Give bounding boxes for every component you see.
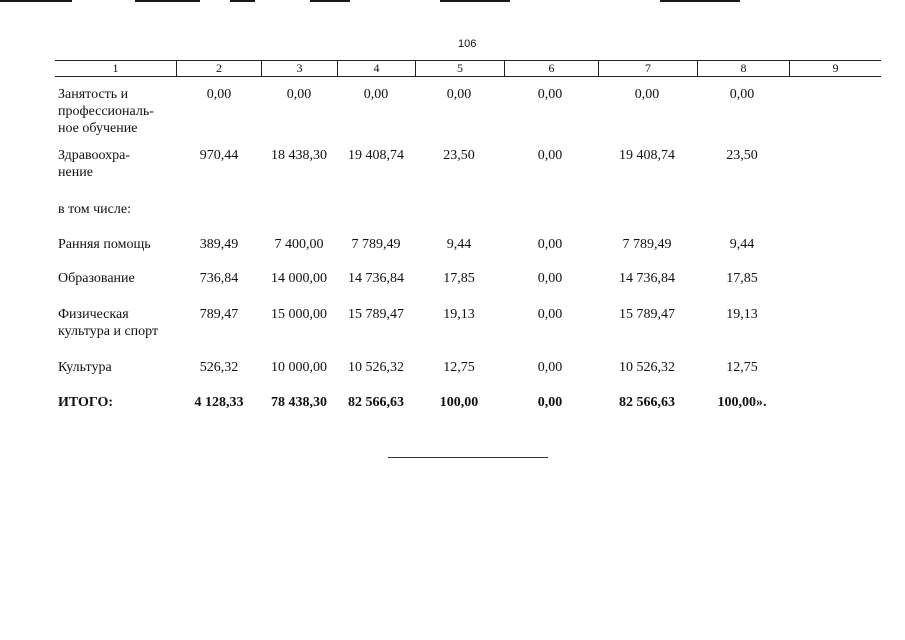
row-label-line: Образование xyxy=(58,271,135,286)
column-number: 8 xyxy=(740,61,747,75)
table-cell: 0,00 xyxy=(363,87,389,102)
table-cell: 19,13 xyxy=(726,307,758,322)
top-edge-mark xyxy=(440,0,510,2)
table-cell: 14 736,84 xyxy=(348,271,404,286)
table-cell: 0,00 xyxy=(537,307,563,322)
table-cell: 0,00 xyxy=(537,271,563,286)
table-cell: 100,00 xyxy=(439,395,479,410)
row-label xyxy=(58,306,158,340)
column-number: 5 xyxy=(457,61,463,75)
column-number: 7 xyxy=(645,61,651,75)
table-cell: 0,00 xyxy=(634,87,660,102)
table-cell: 10 526,32 xyxy=(348,360,404,375)
table-cell: 0,00 xyxy=(286,87,312,102)
table-cell: 7 400,00 xyxy=(274,237,324,252)
column-number: 6 xyxy=(548,61,555,75)
row-label-line: Культура xyxy=(58,360,112,375)
row-label-line: Здравоохра- xyxy=(58,148,131,163)
end-of-table-rule xyxy=(388,457,548,458)
top-edge-mark xyxy=(310,0,350,2)
table-cell: 389,49 xyxy=(199,237,239,252)
row-label xyxy=(58,359,112,376)
top-edge-mark xyxy=(660,0,740,2)
column-number: 1 xyxy=(112,61,119,75)
table-cell: 18 438,30 xyxy=(271,148,327,163)
row-label-line: Ранняя помощь xyxy=(58,237,151,252)
column-number: 3 xyxy=(296,61,303,75)
table-cell: 970,44 xyxy=(199,148,239,163)
table-cell: 12,75 xyxy=(726,360,758,375)
table-cell: 15 000,00 xyxy=(271,307,327,322)
top-edge-mark xyxy=(135,0,200,2)
row-label-line: профессиональ- xyxy=(58,104,154,119)
column-number: 9 xyxy=(832,61,839,75)
table-cell: 0,00 xyxy=(537,395,563,410)
table-cell: 19 408,74 xyxy=(619,148,675,163)
row-label xyxy=(58,201,131,218)
table-cell: 7 789,49 xyxy=(622,237,672,252)
table-cell: 17,85 xyxy=(726,271,758,286)
table-cell: 15 789,47 xyxy=(348,307,404,322)
page-number: 106 xyxy=(458,38,477,50)
table-cell: 17,85 xyxy=(443,271,475,286)
table-cell: 100,00». xyxy=(717,395,767,410)
table-cell: 82 566,63 xyxy=(619,395,675,410)
top-edge-mark xyxy=(230,0,255,2)
table-cell: 9,44 xyxy=(446,237,472,252)
table-cell: 10 526,32 xyxy=(619,360,675,375)
table-cell: 14 000,00 xyxy=(271,271,327,286)
table-cell: 7 789,49 xyxy=(351,237,401,252)
table-cell: 12,75 xyxy=(443,360,475,375)
row-label xyxy=(58,270,135,287)
table-cell: 526,32 xyxy=(199,360,239,375)
table-cell: 9,44 xyxy=(729,237,755,252)
table-cell: 736,84 xyxy=(199,271,239,286)
table-cell: 0,00 xyxy=(206,87,232,102)
table-cell: 10 000,00 xyxy=(271,360,327,375)
row-label-line: ИТОГО: xyxy=(58,395,114,410)
table-cell: 19,13 xyxy=(443,307,475,322)
row-label xyxy=(58,394,113,411)
column-number: 4 xyxy=(373,61,380,75)
table-cell: 15 789,47 xyxy=(619,307,675,322)
row-label xyxy=(58,86,154,137)
table-cell: 0,00 xyxy=(729,87,755,102)
column-number: 2 xyxy=(216,61,222,75)
table-cell: 0,00 xyxy=(537,360,563,375)
row-label-line: ное обучение xyxy=(58,121,138,136)
row-label xyxy=(58,147,130,181)
table-cell: 78 438,30 xyxy=(271,395,327,410)
row-label-line: нение xyxy=(58,165,93,180)
table-cell: 19 408,74 xyxy=(348,148,404,163)
row-label-line: Физическая xyxy=(58,307,129,322)
table-cell: 4 128,33 xyxy=(194,395,244,410)
table-cell: 789,47 xyxy=(199,307,239,322)
row-label-line: культура и спорт xyxy=(58,324,159,339)
table-cell: 0,00 xyxy=(537,148,563,163)
top-edge-mark xyxy=(0,0,72,2)
table-cell: 82 566,63 xyxy=(348,395,404,410)
table-cell: 14 736,84 xyxy=(619,271,675,286)
table-cell: 23,50 xyxy=(443,148,475,163)
row-label-line: Занятость и xyxy=(58,87,129,102)
row-label-line: в том числе: xyxy=(58,202,131,217)
table-cell: 0,00 xyxy=(446,87,472,102)
table-cell: 23,50 xyxy=(726,148,758,163)
table-cell: 0,00 xyxy=(537,87,563,102)
row-label xyxy=(58,236,151,253)
header-bottom-rule xyxy=(55,76,881,77)
table-cell: 0,00 xyxy=(537,237,563,252)
